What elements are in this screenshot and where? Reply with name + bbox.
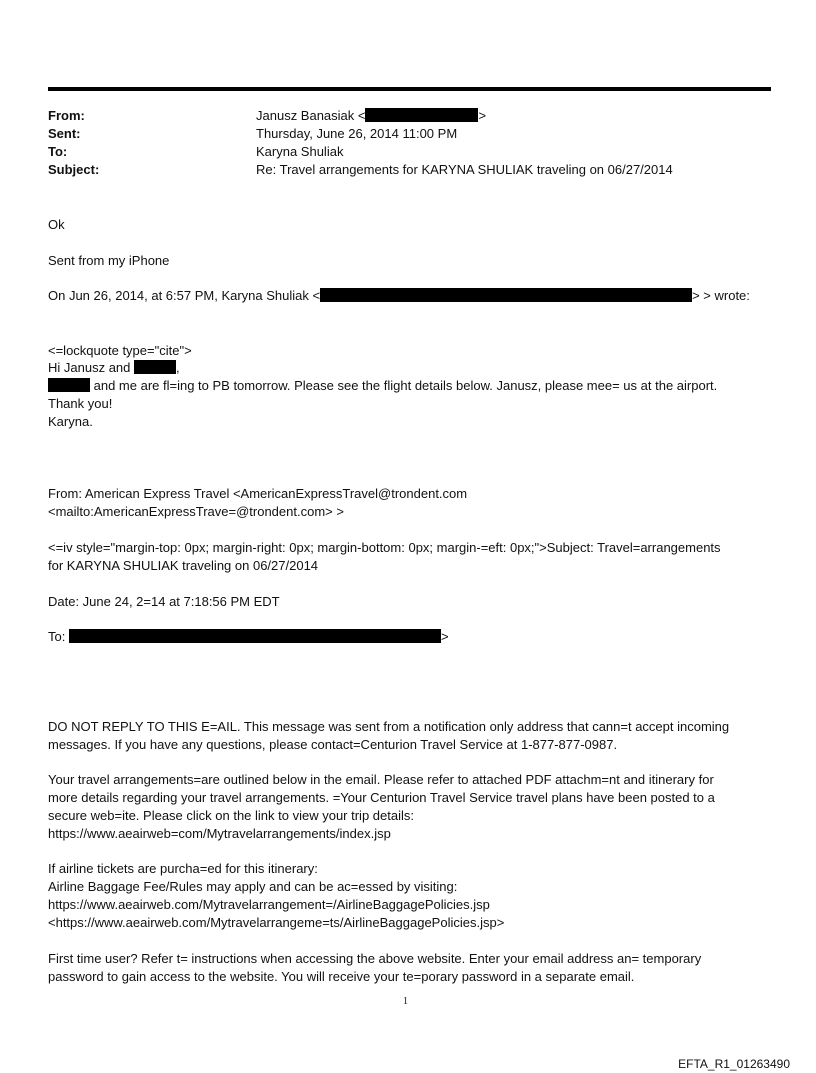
attribution-prefix: On Jun 26, 2014, at 6:57 PM, Karyna Shuliak < xyxy=(48,288,321,303)
forwarded-subject xyxy=(48,539,768,575)
thank-you-text: Thank you! xyxy=(48,396,113,411)
quote-attribution xyxy=(48,287,750,305)
forwarded-from-line: From: American Express Travel <AmericanExpressTravel@trondent.com xyxy=(48,486,468,501)
travel-paragraph xyxy=(48,771,768,843)
greeting-line xyxy=(48,359,180,377)
greeting-prefix: Hi Janusz and xyxy=(48,360,134,375)
airline-link-2: <https://www.aeairweb.com/Mytravelarrangeme=ts/AirlineBaggagePolicies.jsp> xyxy=(48,915,505,930)
signoff-text: Karyna. xyxy=(48,414,93,429)
redaction-box xyxy=(69,629,441,643)
sent-from-text: Sent from my iPhone xyxy=(48,253,170,268)
first-time-line-2: password to gain access to the website. You will receive your te=porary password in a separate email. xyxy=(48,969,635,984)
subject-value: Re: Travel arrangements for KARYNA SHULIAK traveling on 06/27/2014 xyxy=(256,162,673,177)
first-time-paragraph xyxy=(48,950,768,986)
header-rule xyxy=(48,87,771,91)
redaction-box xyxy=(134,360,176,374)
forwarded-to xyxy=(48,628,449,646)
first-time-line-1: First time user? Refer t= instructions when accessing the above website. Enter your email address an= temporary xyxy=(48,951,702,966)
travel-line-2: more details regarding your travel arrangements. =Your Centurion Travel Service travel plans have been posted to a xyxy=(48,790,715,805)
no-reply-line-1: DO NOT REPLY TO THIS E=AIL. This message was sent from a notification only address that cann=t accept incoming xyxy=(48,719,730,734)
sent-label: Sent: xyxy=(48,126,81,141)
travel-line-3: secure web=ite. Please click on the link to view your trip details: xyxy=(48,808,414,823)
greeting-suffix: , xyxy=(176,360,180,375)
forwarded-to-suffix: > xyxy=(440,629,449,644)
redaction-box xyxy=(365,108,478,122)
sent-value: Thursday, June 26, 2014 11:00 PM xyxy=(256,126,458,141)
forwarded-to-prefix: To: xyxy=(48,629,69,644)
airline-paragraph xyxy=(48,860,768,932)
from-close: > xyxy=(478,108,487,123)
attribution-suffix: > > wrote: xyxy=(692,288,750,303)
no-reply-paragraph xyxy=(48,718,768,754)
travel-link: https://www.aeairweb=com/Mytravelarrangements/index.jsp xyxy=(48,826,391,841)
airline-link-1: https://www.aeairweb.com/Mytravelarrangement=/AirlineBaggagePolicies.jsp xyxy=(48,897,490,912)
from-value xyxy=(256,107,486,125)
forwarded-date: Date: June 24, 2=14 at 7:18:56 PM EDT xyxy=(48,594,280,609)
redaction-box xyxy=(320,288,692,302)
redaction-box xyxy=(48,378,90,392)
forwarded-from xyxy=(48,485,768,521)
to-value: Karyna Shuliak xyxy=(256,144,344,159)
no-reply-line-2: messages. If you have any questions, please contact=Centurion Travel Service at 1-877-877-0987. xyxy=(48,737,618,752)
page-number: 1 xyxy=(403,996,408,1007)
subject-label: Subject: xyxy=(48,162,100,177)
to-label: To: xyxy=(48,144,68,159)
from-name: Janusz Banasiak < xyxy=(256,108,366,123)
from-label: From: xyxy=(48,108,85,123)
subject-line-2: for KARYNA SHULIAK traveling on 06/27/2014 xyxy=(48,558,319,573)
flying-line xyxy=(48,377,717,395)
lockquote-text: <=lockquote type="cite"> xyxy=(48,343,192,358)
airline-line-2: Airline Baggage Fee/Rules may apply and can be ac=essed by visiting: xyxy=(48,879,458,894)
subject-line-1: <=iv style="margin-top: 0px; margin-right: 0px; margin-bottom: 0px; margin-=eft: 0px;">Subject: Travel=arrangements xyxy=(48,540,721,555)
flying-text: and me are fl=ing to PB tomorrow. Please see the flight details below. Janusz, please mee= us at the airport. xyxy=(90,378,718,393)
travel-line-1: Your travel arrangements=are outlined below in the email. Please refer to attached PDF attachm=nt and itinerary for xyxy=(48,772,714,787)
ok-text: Ok xyxy=(48,217,65,232)
airline-line-1: If airline tickets are purcha=ed for this itinerary: xyxy=(48,861,318,876)
document-id: EFTA_R1_01263490 xyxy=(678,1057,790,1071)
forwarded-mailto-line: <mailto:AmericanExpressTrave=@trondent.com> > xyxy=(48,504,344,519)
